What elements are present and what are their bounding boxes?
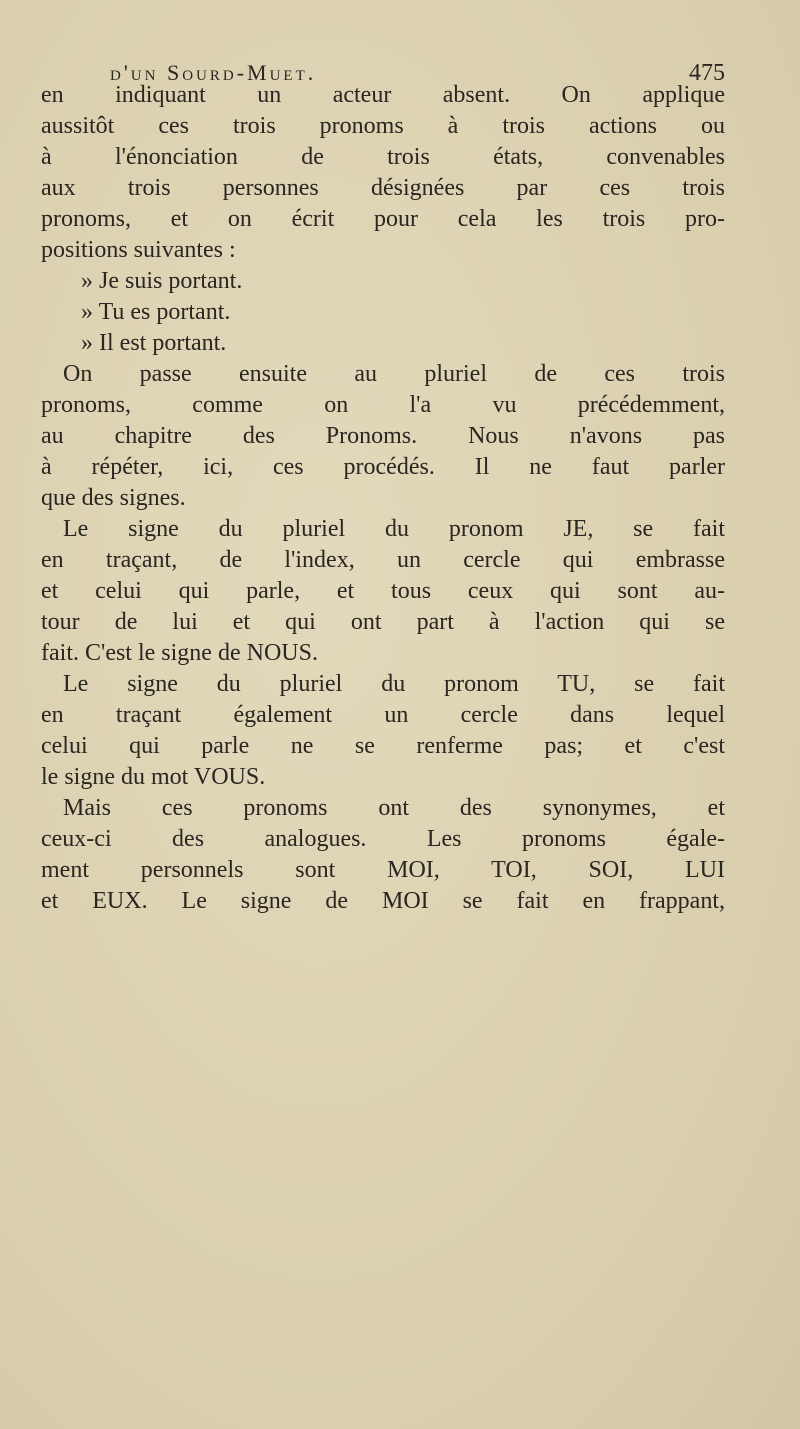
text-line: et celui qui parle, et tous ceux qui sont au- — [41, 578, 725, 604]
page-number: 475 — [689, 60, 725, 86]
body-text — [41, 80, 725, 917]
text-line: et EUX. Le signe de MOI se fait en frappant, — [41, 888, 725, 914]
text-line: » Il est portant. — [81, 330, 227, 356]
text-line: le signe du mot VOUS. — [41, 764, 266, 790]
text-line: aussitôt ces trois pronoms à trois actions ou — [41, 113, 725, 139]
text-line: en traçant également un cercle dans lequel — [41, 702, 725, 728]
text-line: au chapitre des Pronoms. Nous n'avons pas — [41, 423, 725, 449]
text-line: » Tu es portant. — [81, 299, 231, 325]
text-line: celui qui parle ne se renferme pas; et c'est — [41, 733, 725, 759]
text-line: positions suivantes : — [41, 237, 236, 263]
text-line: fait. C'est le signe de NOUS. — [41, 640, 318, 666]
text-line: Le signe du pluriel du pronom JE, se fait — [63, 516, 725, 542]
text-line: pronoms, comme on l'a vu précédemment, — [41, 392, 725, 418]
text-line: aux trois personnes désignées par ces trois — [41, 175, 725, 201]
text-line: à répéter, ici, ces procédés. Il ne faut parler — [41, 454, 725, 480]
text-line: » Je suis portant. — [81, 268, 243, 294]
text-line: ceux-ci des analogues. Les pronoms égale- — [41, 826, 725, 852]
text-line: Le signe du pluriel du pronom TU, se fait — [63, 671, 725, 697]
text-line: Mais ces pronoms ont des synonymes, et — [63, 795, 725, 821]
text-line: tour de lui et qui ont part à l'action qui se — [41, 609, 725, 635]
text-line: que des signes. — [41, 485, 186, 511]
text-line: On passe ensuite au pluriel de ces trois — [63, 361, 725, 387]
text-line: ment personnels sont MOI, TOI, SOI, LUI — [41, 857, 725, 883]
text-line: en indiquant un acteur absent. On applique — [41, 82, 725, 108]
text-line: en traçant, de l'index, un cercle qui embrasse — [41, 547, 725, 573]
text-line: à l'énonciation de trois états, convenables — [41, 144, 725, 170]
running-title: d'un Sourd-Muet. — [110, 60, 317, 85]
text-line: pronoms, et on écrit pour cela les trois pro- — [41, 206, 725, 232]
